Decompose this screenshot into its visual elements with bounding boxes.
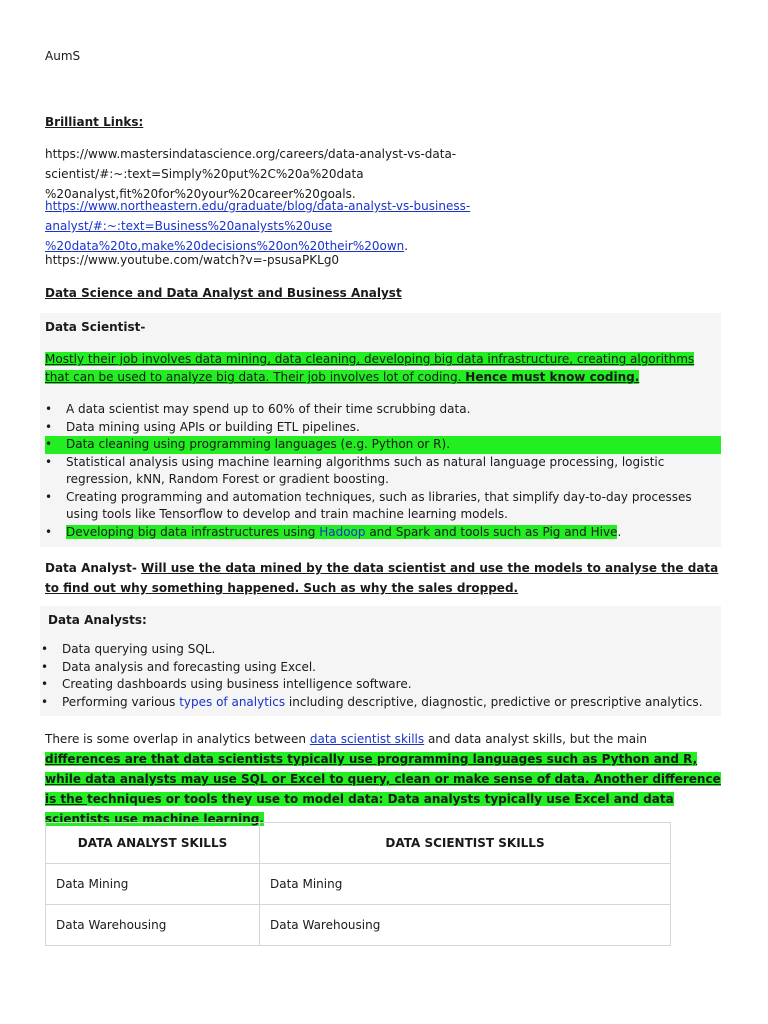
list-item-highlighted: • Data cleaning using programming languages (e.g. Python or R). bbox=[45, 436, 721, 454]
link-mastersindatascience[interactable] bbox=[45, 144, 745, 204]
overlap-text-2: and data analyst skills, but the main bbox=[424, 732, 648, 746]
link-northeastern[interactable] bbox=[45, 196, 745, 256]
list-item bbox=[41, 694, 717, 712]
list-item: • Data querying using SQL. bbox=[41, 641, 717, 659]
overlap-highlight-1: differences are that data scientists typically use programming languages such as Python and R, while data analysts may use SQL or Excel to query, clean or make sense of data. Another difference is the bbox=[45, 752, 721, 806]
list-item: • Creating programming and automation techniques, such as libraries, that simplify day-to-day processes using tools like Tensorflow to develop and train machine learning models. bbox=[45, 489, 721, 524]
list-item-period: . bbox=[617, 524, 622, 539]
link1-line2[interactable]: %20analyst,fit%20for%20your%20career%20goals. bbox=[45, 187, 356, 201]
skills-table bbox=[45, 822, 671, 946]
list-item: • Data analysis and forecasting using Excel. bbox=[41, 659, 717, 677]
table-row bbox=[46, 864, 671, 905]
table-cell: Data Mining bbox=[46, 864, 260, 905]
overlap-text-1: There is some overlap in analytics between bbox=[45, 732, 310, 746]
list-item: • Data mining using APIs or building ETL pipelines. bbox=[45, 419, 721, 437]
list-item: • Creating dashboards using business intelligence software. bbox=[41, 676, 717, 694]
table-cell: Data Mining bbox=[260, 864, 671, 905]
list-item-text-a: Performing various bbox=[62, 694, 180, 709]
links-heading: Brilliant Links: bbox=[45, 115, 144, 129]
analyst-box-heading: Data Analysts: bbox=[48, 613, 147, 627]
list-item-text-b: and Spark and tools such as Pig and Hive bbox=[365, 524, 618, 539]
hadoop-link[interactable]: Hadoop bbox=[319, 524, 366, 539]
link-youtube[interactable]: https://www.youtube.com/watch?v=-psusaPKLg0 bbox=[45, 253, 340, 267]
scientist-bullet-list bbox=[45, 401, 721, 541]
list-item: • A data scientist may spend up to 60% of their time scrubbing data. bbox=[45, 401, 721, 419]
analyst-bullet-list bbox=[41, 641, 717, 711]
author-name: AumS bbox=[45, 49, 81, 63]
link2-line1[interactable]: https://www.northeastern.edu/graduate/blog/data-analyst-vs-business-analyst/#:~:text=Business%20analysts%20use bbox=[45, 199, 471, 233]
analyst-summary: Will use the data mined by the data scientist and use the models to analyse the data to find out why something happened. Such as why the sales dropped. bbox=[45, 561, 719, 595]
table-header-row bbox=[46, 823, 671, 864]
list-item bbox=[45, 524, 721, 542]
scientist-summary-emphasis: Hence must know coding. bbox=[465, 370, 640, 384]
list-item-text-a: Developing big data infrastructures using bbox=[66, 524, 320, 539]
types-of-analytics-link[interactable]: types of analytics bbox=[179, 694, 286, 709]
section-title: Data Science and Data Analyst and Business Analyst bbox=[45, 286, 402, 300]
list-item-text bbox=[66, 525, 617, 539]
link2-period: . bbox=[404, 239, 409, 253]
table-header: DATA SCIENTIST SKILLS bbox=[260, 823, 671, 864]
list-item-text-b: including descriptive, diagnostic, predictive or prescriptive analytics. bbox=[285, 694, 703, 709]
table-cell: Data Warehousing bbox=[46, 905, 260, 946]
scientist-heading: Data Scientist- bbox=[45, 320, 146, 334]
scientist-summary-text: Mostly their job involves data mining, data cleaning, developing big data infrastructure, creating algorithms that can be used to analyze big data. Their job involves lot of coding. bbox=[45, 352, 695, 384]
scientist-summary bbox=[45, 350, 721, 386]
overlap-paragraph bbox=[45, 729, 725, 829]
link2-line2[interactable]: %20data%20to,make%20decisions%20on%20their%20own bbox=[45, 239, 405, 253]
data-scientist-skills-link[interactable]: data scientist skills bbox=[309, 732, 425, 746]
list-item: • Statistical analysis using machine learning algorithms such as natural language processing, logistic regression, kNN, Random Forest or gradient boosting. bbox=[45, 454, 721, 489]
analyst-intro bbox=[45, 558, 721, 598]
analyst-heading: Data Analyst- bbox=[45, 561, 141, 575]
table-cell: Data Warehousing bbox=[260, 905, 671, 946]
table-row bbox=[46, 905, 671, 946]
link1-line1[interactable]: https://www.mastersindatascience.org/careers/data-analyst-vs-data-scientist/#:~:text=Simply%20put%2C%20a%20data bbox=[45, 147, 457, 181]
overlap-highlight-2: techniques or tools they use to model data: Data analysts typically use Excel and data scientists use machine learning. bbox=[45, 792, 674, 826]
table-header: DATA ANALYST SKILLS bbox=[46, 823, 260, 864]
